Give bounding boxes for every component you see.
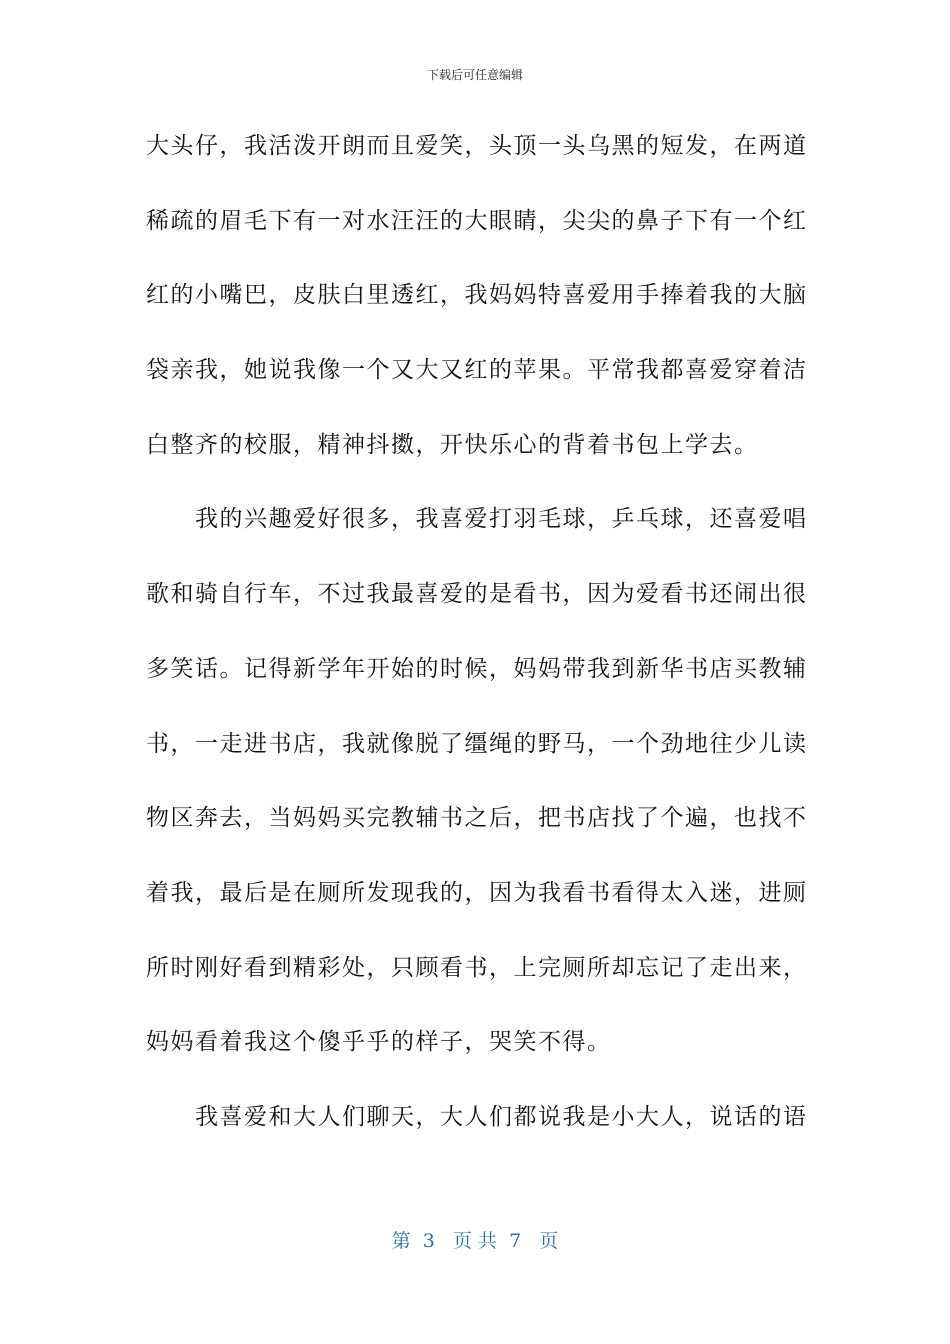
text-line: 我喜爱和大人们聊天，大人们都说我是小大人，说话的语 — [146, 1103, 808, 1130]
text-line: 我的兴趣爱好很多，我喜爱打羽毛球，乒乓球，还喜爱唱 — [146, 506, 808, 533]
text-line: 红的小嘴巴，皮肤白里透红，我妈妈特喜爱用手捧着我的大脑 — [146, 282, 808, 309]
text-line: 袋亲我，她说我像一个又大又红的苹果。平常我都喜爱穿着洁 — [146, 357, 808, 384]
page-header: 下载后可任意编辑 — [426, 68, 523, 82]
page-number-text: 第 3 页 共 7 页 — [391, 1230, 559, 1252]
text-line: 着我，最后是在厕所发现我的，因为我看书看得太入迷，进厕 — [146, 879, 808, 906]
text-line: 白整齐的校服，精神抖擞，开快乐心的背着书包上学去。 — [146, 431, 759, 458]
page-number-footer — [0, 1226, 950, 1253]
text-line: 稀疏的眉毛下有一对水汪汪的大眼睛，尖尖的鼻子下有一个红 — [146, 207, 808, 234]
text-line: 物区奔去，当妈妈买完教辅书之后，把书店找了个遍，也找不 — [146, 805, 808, 832]
document-body — [146, 127, 808, 1173]
text-line: 书，一走进书店，我就像脱了缰绳的野马，一个劲地往少儿读 — [146, 730, 808, 757]
text-line: 妈妈看着我这个傻乎乎的样子，哭笑不得。 — [146, 1029, 612, 1056]
text-line: 多笑话。记得新学年开始的时候，妈妈带我到新华书店买教辅 — [146, 655, 808, 682]
text-line: 歌和骑自行车，不过我最喜爱的是看书，因为爱看书还闹出很 — [146, 581, 808, 608]
text-line: 所时刚好看到精彩处，只顾看书，上完厕所却忘记了走出来， — [146, 954, 808, 981]
text-line: 大头仔，我活泼开朗而且爱笑，头顶一头乌黑的短发，在两道 — [146, 133, 808, 159]
